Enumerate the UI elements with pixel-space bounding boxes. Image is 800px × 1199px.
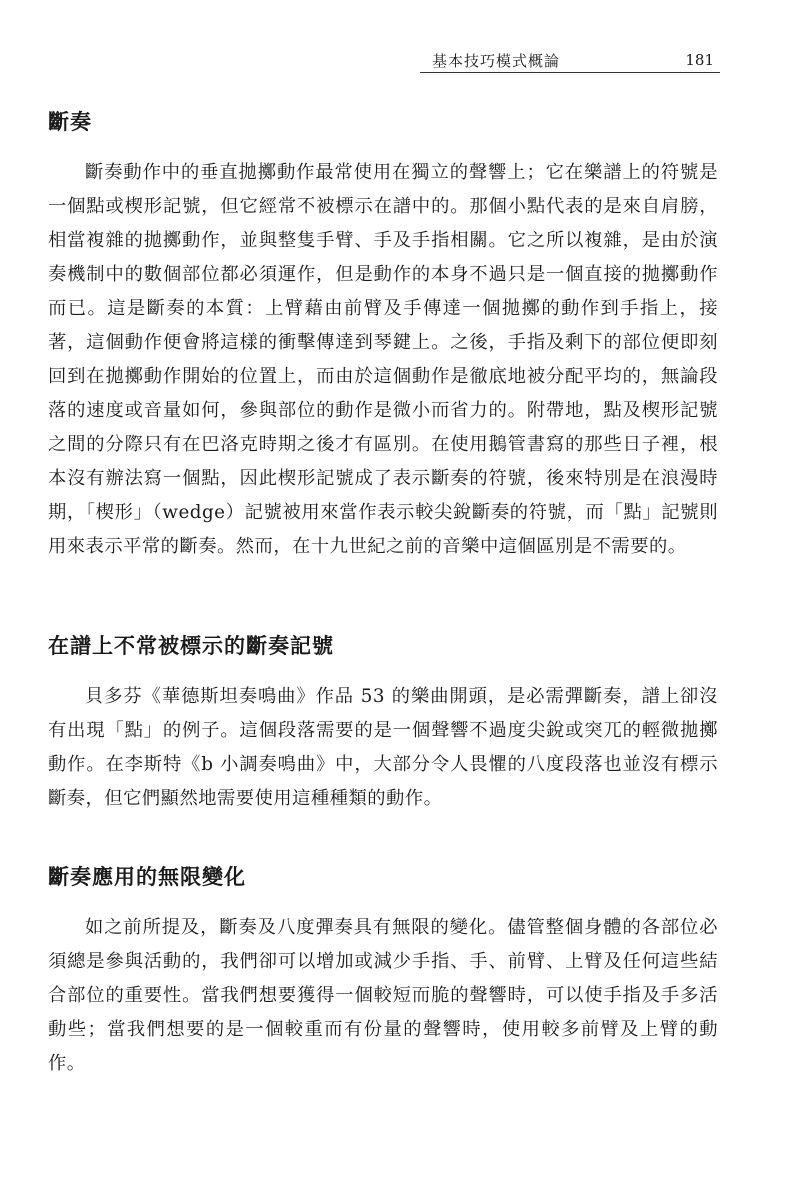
section-heading-staccato-variations: 斷奏應用的無限變化	[48, 864, 246, 889]
running-title: 基本技巧模式概論	[432, 52, 561, 70]
section-paragraph-unmarked-staccato: 貝多芬《華德斯坦奏鳴曲》作品 53 的樂曲開頭，是必需彈斷奏，譜上卻沒有出現「點」的例子。這個段落需要的是一個聲響不過度尖銳或突兀的輕微拋擲動作。在李斯特《b 小調奏鳴曲》中，大部分令人畏懼的八度段落也並沒有標示斷奏，但它們顯然地需要使用這種種類的動作。	[48, 686, 718, 809]
running-header	[420, 50, 720, 73]
section-heading-unmarked-staccato: 在譜上不常被標示的斷奏記號	[48, 633, 334, 658]
section-paragraph-staccato: 斷奏動作中的垂直拋擲動作最常使用在獨立的聲響上；它在樂譜上的符號是一個點或楔形記號，但它經常不被標示在譜中的。那個小點代表的是來自肩膀，相當複雜的拋擲動作，並與整隻手臂、手及手指相關。它之所以複雜，是由於演奏機制中的數個部位都必須運作，但是動作的本身不過只是一個直接的拋擲動作而已。這是斷奏的本質：上臂藉由前臂及手傳達一個拋擲的動作到手指上，接著，這個動作便會將這樣的衝擊傳達到琴鍵上。之後，手指及剩下的部位便即刻回到在拋擲動作開始的位置上，而由於這個動作是徹底地被分配平均的，無論段落的速度或音量如何，參與部位的動作是微小而省力的。附帶地，點及楔形記號之間的分際只有在巴洛克時期之後才有區別。在使用鵝管書寫的那些日子裡，根本沒有辦法寫一個點，因此楔形記號成了表示斷奏的符號，後來特別是在浪漫時期，「楔形」（wedge）記號被用來當作表示較尖銳斷奏的符號，而「點」記號則用來表示平常的斷奏。然而，在十九世紀之前的音樂中這個區別是不需要的。	[48, 162, 718, 557]
section-heading-staccato: 斷奏	[48, 109, 92, 134]
page-number: 181	[685, 51, 714, 69]
section-paragraph-staccato-variations: 如之前所提及，斷奏及八度彈奏具有無限的變化。儘管整個身體的各部位必須總是參與活動的，我們卻可以增加或減少手指、手、前臂、上臂及任何這些結合部位的重要性。當我們想要獲得一個較短而脆的聲響時，可以使手指及手多活動些；當我們想要的是一個較重而有份量的聲響時，使用較多前臂及上臂的動作。	[48, 917, 718, 1074]
